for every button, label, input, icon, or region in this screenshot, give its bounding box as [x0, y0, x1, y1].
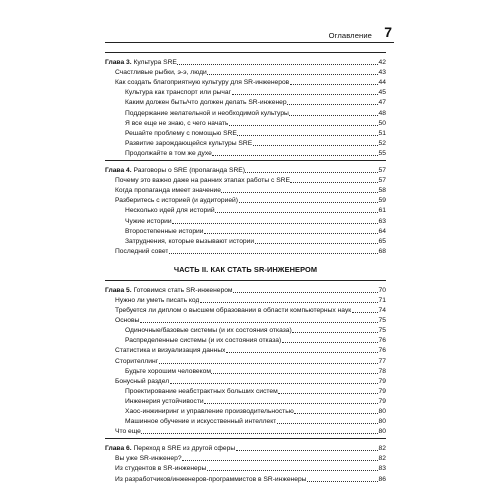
page-ref: 74: [378, 307, 386, 315]
entry-text: Несколько идей для историй: [125, 207, 215, 215]
dot-leader: [159, 363, 378, 364]
page-ref: 76: [378, 337, 386, 345]
toc-entry[interactable]: [105, 305, 386, 315]
entry-text: Требуется ли диплом о высшем образовании в области компьютерных наук: [115, 307, 352, 315]
entry-text: Счастливые рыбки, э-э, люди: [115, 69, 207, 77]
toc-entry[interactable]: [105, 148, 386, 158]
entry-text: Продолжайте в том же духе: [125, 149, 212, 157]
page-ref: 61: [378, 207, 386, 215]
entry-text: Проектирование неабстрактных больших систем: [125, 387, 278, 395]
toc-entry[interactable]: [105, 453, 386, 463]
dot-leader: [207, 470, 378, 471]
toc-entry[interactable]: [105, 295, 386, 305]
dot-leader: [289, 115, 378, 116]
entry-text: Каким должен быть/что должен делать SR-инженер: [125, 99, 287, 107]
page-ref: 86: [378, 475, 386, 483]
toc-entry[interactable]: [105, 215, 386, 225]
page-ref: 57: [378, 177, 386, 185]
entry-text: Статистика и визуализация данных: [115, 347, 226, 355]
dot-leader: [172, 223, 378, 224]
toc-entry[interactable]: [105, 77, 386, 87]
entry-text: Сторителлинг: [115, 357, 159, 365]
page-ref: 80: [378, 418, 386, 426]
toc-entry[interactable]: [105, 246, 386, 256]
toc-chapter-4[interactable]: [105, 165, 386, 175]
entry-text: Я все еще не знаю, с чего начать: [125, 119, 229, 127]
page-ref: 71: [378, 296, 386, 304]
entry-text: Последний совет: [115, 247, 169, 255]
toc-entry[interactable]: [105, 67, 386, 77]
page-ref: 50: [378, 119, 386, 127]
toc-entry[interactable]: [105, 175, 386, 185]
entry-text: Основы: [115, 317, 140, 325]
page-ref: 77: [378, 357, 386, 365]
dot-leader: [170, 383, 378, 384]
page-ref: 76: [378, 347, 386, 355]
chapter-title: Разговоры о SRE (пропаганда SRE): [133, 167, 245, 175]
chapter-title: Готовимся стать SR-инженером: [133, 286, 233, 294]
entry-text: Машинное обучение и искусственный интеллект: [125, 418, 277, 426]
page-ref: 52: [378, 139, 386, 147]
toc-entry[interactable]: [105, 335, 386, 345]
dot-leader: [287, 104, 378, 105]
dot-leader: [352, 312, 378, 313]
dot-leader: [282, 342, 378, 343]
dot-leader: [141, 433, 378, 434]
page-ref: 43: [378, 69, 386, 77]
page-ref: 82: [378, 445, 386, 453]
toc-entry[interactable]: [105, 107, 386, 117]
toc-entry[interactable]: [105, 87, 386, 97]
header-title: Оглавление: [328, 31, 372, 40]
entry-text: Чужие истории: [125, 217, 172, 225]
page-ref: 48: [378, 109, 386, 117]
page-ref: 63: [378, 217, 386, 225]
dot-leader: [204, 233, 378, 234]
toc-entry[interactable]: [105, 366, 386, 376]
dot-leader: [236, 450, 378, 451]
dot-leader: [182, 460, 378, 461]
dot-leader: [226, 352, 378, 353]
page-ref: 80: [378, 408, 386, 415]
dot-leader: [307, 481, 378, 482]
dot-leader: [140, 322, 378, 323]
entry-text: Из разработчиков/инженеров-программистов в SR-инженеры: [115, 475, 307, 483]
toc-entry[interactable]: [105, 345, 386, 355]
toc-entry[interactable]: [105, 138, 386, 148]
page-ref: 80: [378, 428, 386, 436]
dot-leader: [253, 145, 378, 146]
entry-text: Развитие зарождающейся культуры SRE: [125, 139, 253, 147]
dot-leader: [277, 423, 378, 424]
toc-entry[interactable]: [105, 236, 386, 246]
toc-entry[interactable]: [105, 195, 386, 205]
entry-text: Из студентов в SR-инженеры: [115, 465, 207, 473]
dot-leader: [239, 202, 379, 203]
page-ref: 45: [378, 89, 386, 97]
divider: [105, 52, 386, 53]
chapter-title: Культура SRE: [133, 59, 177, 67]
toc-entry[interactable]: [105, 473, 386, 483]
page-ref: 70: [378, 286, 386, 294]
toc-entry[interactable]: [105, 325, 386, 335]
page-ref: 65: [378, 237, 386, 245]
toc-entry[interactable]: [105, 463, 386, 473]
dot-leader: [229, 125, 378, 126]
toc-entry[interactable]: [105, 355, 386, 365]
chapter-label: Глава 4.: [105, 167, 132, 175]
page-ref: 79: [378, 397, 386, 405]
page-ref: 64: [378, 227, 386, 235]
dot-leader: [290, 182, 378, 183]
table-of-contents: [105, 52, 386, 484]
toc-chapter-6[interactable]: [105, 443, 386, 453]
page-ref: 47: [378, 99, 386, 107]
page-ref: 82: [378, 455, 386, 463]
page-ref: 57: [378, 167, 386, 175]
dot-leader: [212, 155, 378, 156]
entry-text: Бонусный раздел: [115, 377, 170, 385]
toc-entry[interactable]: [105, 128, 386, 138]
entry-text: Почему это важно даже на ранних этапах работы с SRE: [115, 177, 290, 185]
toc-entry[interactable]: [105, 315, 386, 325]
entry-text: Решайте проблему с помощью SRE: [125, 129, 237, 137]
page-ref: 59: [378, 197, 386, 205]
toc-entry[interactable]: [105, 416, 386, 426]
dot-leader: [290, 84, 378, 85]
entry-text: Затруднения, которые вызывают истории: [125, 237, 255, 245]
dot-leader: [255, 243, 378, 244]
entry-text: Что еще: [115, 428, 141, 436]
entry-text: Хаос-инжиниринг и управление производительностью: [125, 408, 294, 415]
chapter-label: Глава 6.: [105, 445, 132, 453]
chapter-label: Глава 3.: [105, 59, 132, 67]
divider: [105, 438, 386, 439]
divider: [105, 280, 386, 281]
entry-text: Разберитесь с историей (и аудиторией): [115, 197, 239, 205]
entry-text: Инженерия устойчивости: [125, 397, 204, 405]
dot-leader: [245, 172, 378, 173]
dot-leader: [169, 253, 378, 254]
page-ref: 79: [378, 387, 386, 395]
dot-leader: [232, 94, 379, 95]
toc-entry[interactable]: [105, 426, 386, 436]
page-ref: 83: [378, 465, 386, 473]
toc-entry[interactable]: [105, 205, 386, 215]
page-ref: 58: [378, 187, 386, 195]
page-ref: 44: [378, 79, 386, 87]
dot-leader: [215, 212, 378, 213]
dot-leader: [177, 64, 378, 65]
page-ref: 75: [378, 327, 386, 335]
page-ref: 78: [378, 367, 386, 375]
dot-leader: [278, 393, 378, 394]
entry-text: Второстепенные истории: [125, 227, 204, 235]
toc-chapter-5[interactable]: [105, 285, 386, 295]
toc-entry[interactable]: [105, 406, 386, 416]
divider: [105, 160, 386, 161]
toc-entry[interactable]: [105, 97, 386, 107]
dot-leader: [207, 74, 378, 75]
toc-entry[interactable]: [105, 396, 386, 406]
dot-leader: [294, 413, 378, 414]
entry-text: Распределенные системы (и их состояния отказа): [125, 337, 282, 345]
page-ref: 79: [378, 377, 386, 385]
dot-leader: [221, 192, 378, 193]
dot-leader: [233, 292, 378, 293]
page-ref: 51: [378, 129, 386, 137]
page-ref: 75: [378, 317, 386, 325]
page-number: 7: [384, 24, 392, 40]
page-ref: 68: [378, 247, 386, 255]
chapter-label: Глава 5.: [105, 286, 132, 294]
toc-entry[interactable]: [105, 376, 386, 386]
entry-text: Будьте хорошим человеком: [125, 367, 211, 375]
dot-leader: [211, 373, 378, 374]
page-ref: 42: [378, 59, 386, 67]
entry-text: Нужно ли уметь писать код: [115, 296, 200, 304]
dot-leader: [204, 403, 378, 404]
part-heading: ЧАСТЬ II. КАК СТАТЬ SR-ИНЖЕНЕРОМ: [173, 264, 318, 274]
entry-text: Когда пропаганда имеет значение: [115, 187, 221, 195]
entry-text: Поддержание желательной и необходимой культуры: [125, 109, 289, 117]
toc-entry[interactable]: [105, 386, 386, 396]
page-ref: 55: [378, 149, 386, 157]
entry-text: Культура как транспорт или рычаг: [125, 89, 232, 97]
toc-entry[interactable]: [105, 226, 386, 236]
toc-entry[interactable]: [105, 185, 386, 195]
dot-leader: [292, 332, 378, 333]
chapter-title: Переход в SRE из другой сферы: [133, 445, 236, 453]
toc-chapter-3[interactable]: [105, 57, 386, 67]
entry-text: Одиночные/базовые системы (и их состояния отказа): [125, 327, 292, 335]
dot-leader: [237, 135, 378, 136]
dot-leader: [200, 302, 378, 303]
entry-text: Вы уже SR-инженер?: [115, 455, 182, 463]
entry-text: Как создать благоприятную культуру для SR-инженеров: [115, 79, 290, 87]
running-header: [105, 24, 394, 43]
toc-entry[interactable]: [105, 118, 386, 128]
